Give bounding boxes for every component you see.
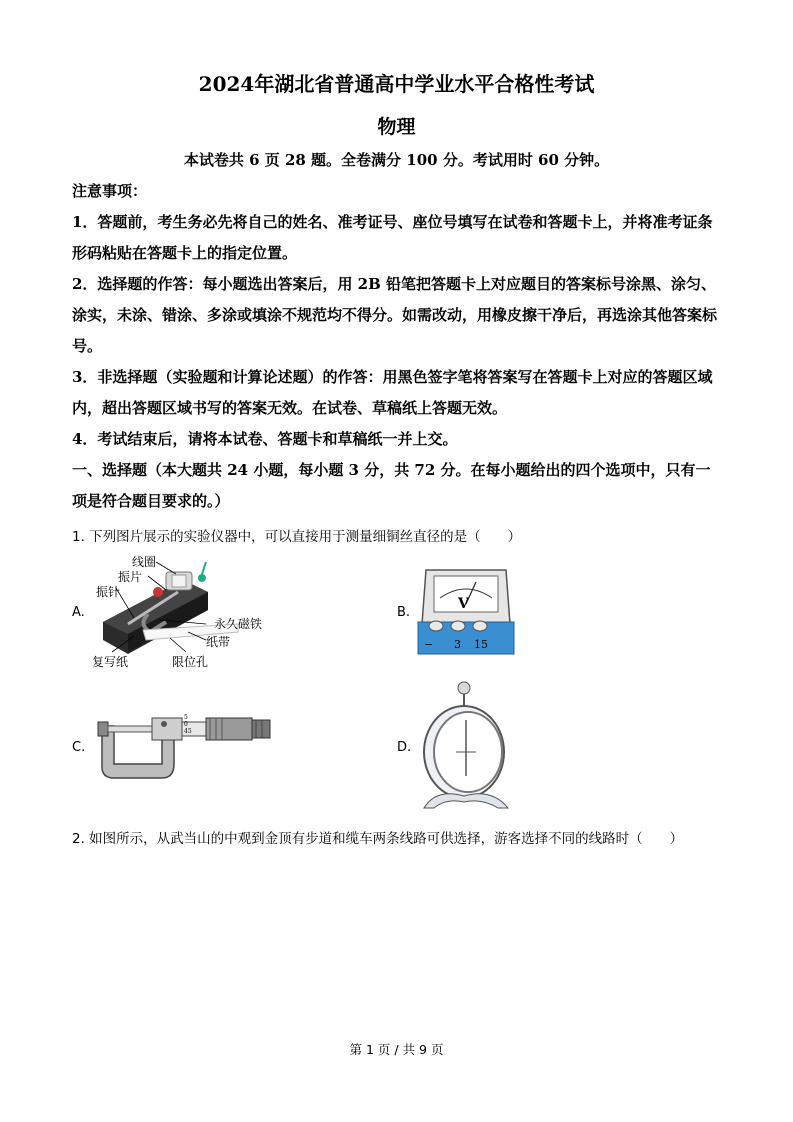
label-carbon-paper: 复写纸 [92,655,129,669]
section-heading: 一、选择题（本大题共 24 小题，每小题 3 分，共 72 分。在每小题给出的四个选项中，只有一项是符合题目要求的。） [72,461,711,510]
ticker-timer-figure [88,552,288,672]
ring-apparatus-figure [416,680,520,814]
terminal-15: 15 [474,638,488,651]
option-c-label: C. [72,740,86,755]
option-d-label: D. [397,740,412,755]
option-b-label: B. [397,605,411,620]
micrometer-scale-5: 5 [184,714,188,721]
exam-title: 2024年湖北省普通高中学业水平合格性考试 [198,72,595,96]
question-1-stem: 1. 下列图片展示的实验仪器中，可以直接用于测量细铜丝直径的是（ ） [72,529,522,545]
label-limit-hole: 限位孔 [172,655,209,669]
ring-apparatus-image [416,680,520,814]
micrometer-scale-0: 0 [184,721,188,728]
notes-heading: 注意事项： [72,182,148,200]
note-item-2: 2．选择题的作答：每小题选出答案后，用 2B 铅笔把答题卡上对应题目的答案标号涂黑、涂匀、涂实，未涂、错涂、多涂或填涂不规范均不得分。如需改动，用橡皮擦干净后，再选涂其他答案标号。 [72,275,718,355]
note-item-3: 3．非选择题（实验题和计算论述题）的作答：用黑色签字笔将答案写在答题卡上对应的答题区域内，超出答题区域书写的答案无效。在试卷、草稿纸上答题无效。 [72,368,713,417]
micrometer-scale-45: 45 [184,728,192,735]
terminal-3: 3 [454,638,461,651]
label-vibrating-piece: 振片 [118,570,143,584]
terminal-negative: − [424,638,434,651]
note-item-4: 4．考试结束后，请将本试卷、答题卡和草稿纸一并上交。 [72,430,458,448]
note-item-1: 1．答题前，考生务必先将自己的姓名、准考证号、座位号填写在试卷和答题卡上，并将准考证条形码粘贴在答题卡上的指定位置。 [72,213,713,262]
voltmeter-symbol: V [458,596,469,612]
voltmeter-figure [416,564,516,660]
label-tape: 纸带 [206,635,231,649]
micrometer-image [92,712,274,782]
subject-title: 物理 [377,116,416,138]
label-coil: 线圈 [132,555,157,569]
micrometer-figure [92,712,274,782]
exam-info: 本试卷共 6 页 28 题。全卷满分 100 分。考试用时 60 分钟。 [183,151,610,169]
option-a-label: A. [72,605,85,620]
question-2-stem: 2. 如图所示，从武当山的中观到金顶有步道和缆车两条线路可供选择，游客选择不同的线路时（ ） [72,831,684,847]
page-footer: 第 1 页 / 共 9 页 [349,1042,444,1057]
label-vibrating-needle: 振针 [96,585,121,599]
label-magnet: 永久磁铁 [214,617,263,631]
